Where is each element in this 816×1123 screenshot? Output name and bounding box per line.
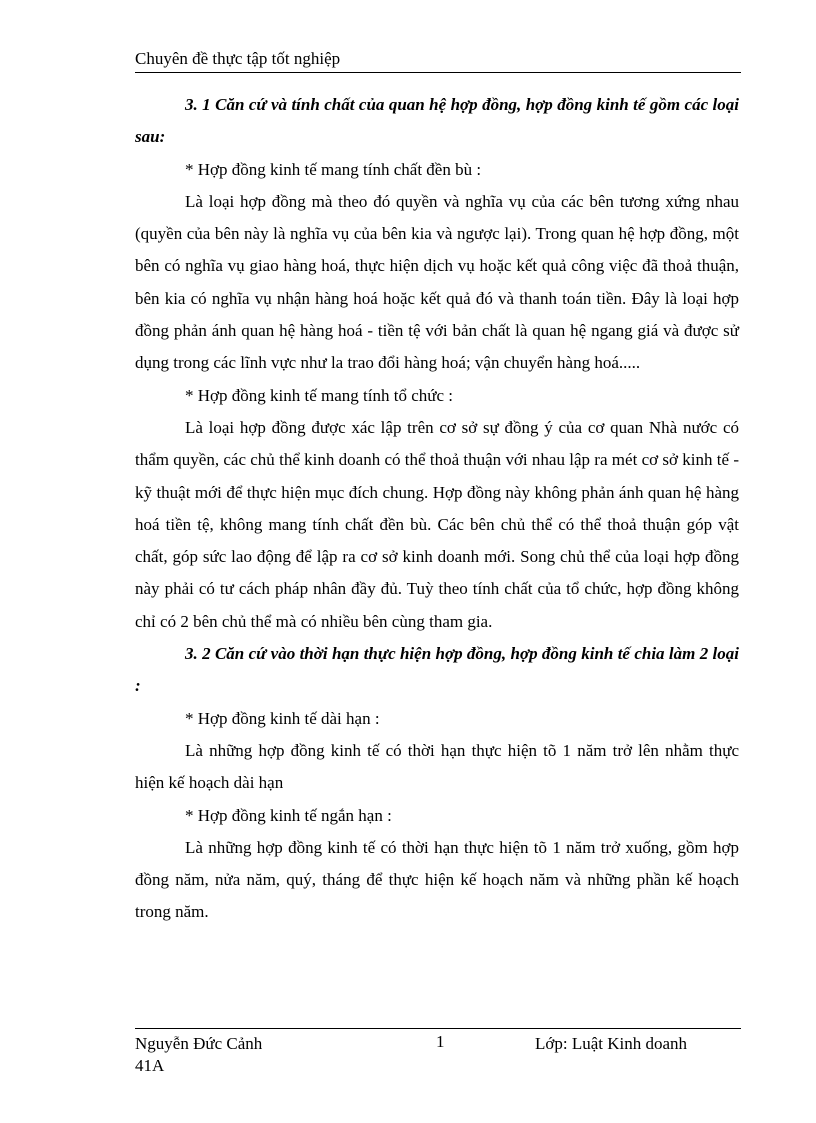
running-header: Chuyên đề thực tập tốt nghiệp xyxy=(135,46,741,73)
subheading-organizational-contract: * Hợp đồng kinh tế mang tính tổ chức : xyxy=(185,385,453,405)
section-heading-3-2: 3. 2 Căn cứ vào thời hạn thực hiện hợp đồng, hợp đồng kinh tế chia làm 2 loại : xyxy=(135,644,739,696)
page-number: 1 xyxy=(436,1032,445,1051)
paragraph-long-term-contract: Là những hợp đồng kinh tế có thời hạn thực hiện tõ 1 năm trở lên nhằm thực hiện kế hoạch dài hạn xyxy=(135,740,739,793)
subheading-long-term-contract: * Hợp đồng kinh tế dài hạn : xyxy=(185,708,380,728)
subheading-compensatory-contract: * Hợp đồng kinh tế mang tính chất đền bù : xyxy=(185,159,482,179)
document-body xyxy=(135,89,739,929)
paragraph-short-term-contract: Là những hợp đồng kinh tế có thời hạn thực hiện tõ 1 năm trở xuống, gồm hợp đồng năm, nửa năm, quý, tháng để thực hiện kế hoạch năm và những phần kế hoạch trong năm. xyxy=(135,837,739,922)
footer-divider xyxy=(135,1028,741,1029)
paragraph-compensatory-contract: Là loại hợp đồng mà theo đó quyền và nghĩa vụ của các bên tương xứng nhau (quyền của bên này là nghĩa vụ của bên kia và ngược lại). Trong quan hệ hợp đồng, một bên có nghĩa vụ giao hàng hoá, thực hiện dịch vụ hoặc kết quả công việc đã thoả thuận, bên kia có nghĩa vụ nhận hàng hoá hoặc kết quả đó và thanh toán tiền. Đây là loại hợp đồng phản ánh quan hệ hàng hoá - tiền tệ với bản chất là quan hệ ngang giá và được sử dụng trong các lĩnh vực như la trao đổi hàng hoá; vận chuyển hàng hoá..... xyxy=(135,191,739,373)
paragraph-organizational-contract: Là loại hợp đồng được xác lập trên cơ sở sự đồng ý của cơ quan Nhà nước có thẩm quyền, các chủ thể kinh doanh có thể thoả thuận với nhau lập ra mét cơ sở kinh tế - kỹ thuật mới để thực hiện mục đích chung. Hợp đồng này không phản ánh quan hệ hàng hoá tiền tệ, không mang tính chất đền bù. Các bên chủ thể có thể thoả thuận góp vật chất, góp sức lao động để lập ra cơ sở kinh doanh mới. Song chủ thể của loại hợp đồng này phải có tư cách pháp nhân đầy đủ. Tuỳ theo tính chất của tổ chức, hợp đồng không chỉ có 2 bên chủ thể mà có nhiều bên cùng tham gia. xyxy=(135,417,739,631)
footer-author: Nguyễn Đức Cảnh 41A xyxy=(135,1034,263,1075)
subheading-short-term-contract: * Hợp đồng kinh tế ngắn hạn : xyxy=(185,805,392,825)
footer-class: Lớp: Luật Kinh doanh xyxy=(535,1034,688,1053)
section-heading-3-1: 3. 1 Căn cứ và tính chất của quan hệ hợp đồng, hợp đồng kinh tế gồm các loại sau: xyxy=(135,95,739,147)
